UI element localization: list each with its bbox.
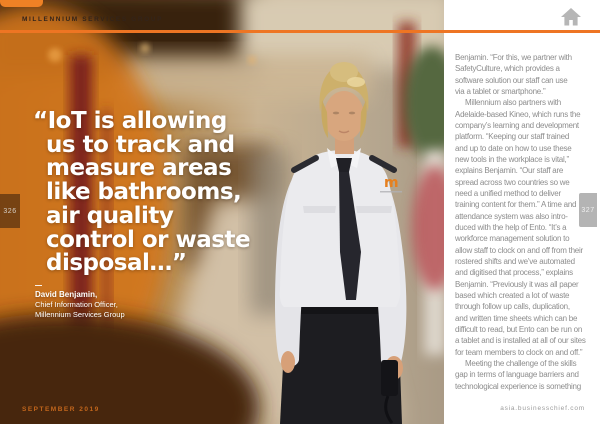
article-line: Benjamin. “Previously it was all paper bbox=[455, 279, 579, 289]
page-tab-left[interactable]: 326 bbox=[0, 194, 20, 228]
article-line: need a unified method to deliver bbox=[455, 188, 561, 198]
home-icon[interactable] bbox=[561, 8, 581, 26]
quote-line: control or waste bbox=[46, 226, 251, 253]
article-line: new tools in the workplace is vital,” bbox=[455, 154, 569, 164]
article-line: a tablet and is installed at all of our sites bbox=[455, 336, 586, 346]
article-line: explains Benjamin. “Our staff are bbox=[455, 166, 564, 176]
article-line: difficult to read, but Ento can be run on bbox=[455, 324, 583, 334]
article-line: spread across two countries so we bbox=[455, 177, 570, 187]
article-line: SafetyCulture, which provides a bbox=[455, 64, 560, 74]
article-line: gap in terms of language barriers and bbox=[455, 370, 579, 380]
attribution-name: David Benjamin, bbox=[35, 290, 98, 299]
article-line: and up to date on how to use these bbox=[455, 143, 572, 153]
quote-line: us to track and bbox=[46, 131, 235, 158]
article-line: based which created a lot of waste bbox=[455, 290, 570, 300]
header-divider bbox=[0, 30, 600, 33]
attribution-org: Millennium Services Group bbox=[35, 310, 125, 319]
website-label: asia.businesschief.com bbox=[500, 405, 585, 412]
article-line: Meeting the challenge of the skills bbox=[465, 358, 577, 368]
article-line: workforce management solution to bbox=[455, 234, 570, 244]
article-line: rostered shifts and we’ve automated bbox=[455, 256, 575, 266]
article-line: company’s learning and development bbox=[455, 120, 579, 130]
article-line: Benjamin. “For this, we partner with bbox=[455, 53, 572, 62]
article-line: and digitised that process,” explains bbox=[455, 268, 573, 278]
pull-quote bbox=[33, 110, 250, 276]
quote-line: like bathrooms, bbox=[46, 179, 242, 206]
article-line: for team members to clock on and off.” bbox=[455, 347, 583, 357]
article-column bbox=[444, 0, 600, 424]
quote-line: measure areas bbox=[46, 155, 232, 182]
corner-bookmark-tab bbox=[0, 0, 43, 7]
article-line: training content for them.” A time and bbox=[455, 200, 577, 210]
quote-line: air quality bbox=[46, 202, 174, 229]
article-line: and written time sheets which can be bbox=[455, 313, 578, 323]
article-line: allow staff to clock on and off from their bbox=[455, 245, 583, 255]
article-line: software solution our staff can use bbox=[455, 75, 568, 85]
attribution-role: Chief Information Officer, bbox=[35, 300, 118, 309]
issue-date-label: SEPTEMBER 2019 bbox=[22, 406, 100, 413]
brand-label: MILLENNIUM SERVICES GROUP bbox=[22, 16, 164, 23]
attribution-dash bbox=[35, 285, 42, 286]
article-text bbox=[455, 52, 593, 392]
page-tab-right[interactable]: 327 bbox=[579, 193, 597, 227]
article-line: through follow up calls, duplication, bbox=[455, 302, 570, 312]
article-line: technological experience is something bbox=[455, 381, 581, 391]
article-line: duced with the help of Ento. “It’s a bbox=[455, 222, 567, 232]
article-line: platform. “Keeping our staff trained bbox=[455, 132, 570, 142]
quote-line: “IoT is allowing bbox=[33, 108, 227, 134]
article-line: Millennium also partners with bbox=[465, 98, 561, 108]
article-line: Adelaide-based Kineo, which runs the bbox=[455, 109, 581, 119]
quote-line: disposal…” bbox=[46, 250, 187, 277]
article-line: attendance system was also intro- bbox=[455, 211, 568, 221]
uniform-logo-letter: m bbox=[384, 175, 399, 191]
article-line: via a tablet or smartphone.” bbox=[455, 86, 546, 96]
quote-attribution bbox=[35, 285, 125, 320]
